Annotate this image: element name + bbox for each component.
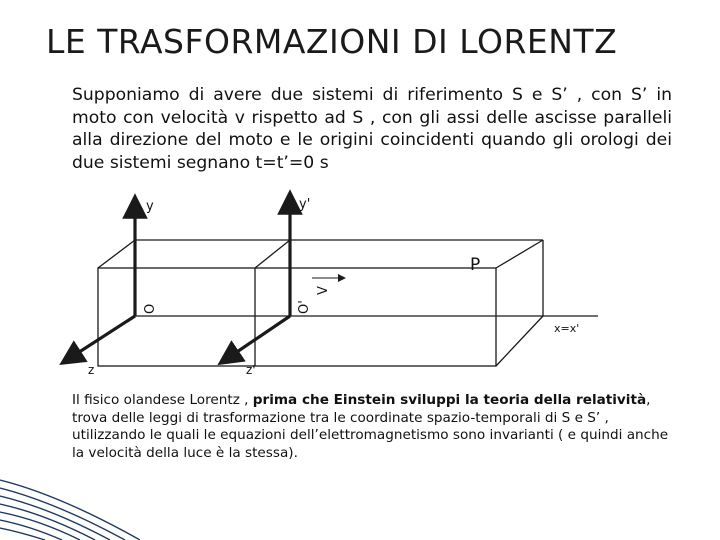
z-axis xyxy=(70,316,135,358)
label-o-prime: O' xyxy=(297,300,312,314)
intro-paragraph: Supponiamo di avere due sistemi di riferimento S e S’ , con S’ in moto con velocità v rispetto ad S , con gli assi delle ascisse paralleli alla direzione del moto e le origini coincidenti quando gli orologi dei due sistemi segnano t=t’=0 s xyxy=(72,85,672,173)
body-bold-phrase: prima che Einstein sviluppi la teoria della relatività xyxy=(252,392,647,408)
label-z-prime: z' xyxy=(246,363,256,377)
label-y-prime: y' xyxy=(299,197,311,212)
reference-frames-diagram xyxy=(50,188,610,384)
body-part-2: , trova delle leggi di trasformazione tra le coordinate spazio-temporali di S e S’ , utilizzando le quali le equazioni dell’elettromagnetismo sono invarianti ( e quindi anche la velocità della luce è la stessa). xyxy=(72,392,669,461)
box-right-bottom-edge xyxy=(496,316,543,366)
label-y: y xyxy=(146,199,154,214)
label-o: O xyxy=(143,303,158,314)
label-p: P xyxy=(470,255,481,275)
corner-decoration xyxy=(0,450,140,540)
frame-s-prime-top xyxy=(255,240,290,268)
box-right-top-edge xyxy=(496,240,543,268)
label-x: x=x' xyxy=(554,322,580,335)
label-z: z xyxy=(88,363,95,377)
body-part-1: Il fisico olandese Lorentz , xyxy=(72,392,253,408)
z-prime-axis xyxy=(228,316,290,358)
label-v: V xyxy=(316,286,331,295)
box-front-face xyxy=(98,268,496,366)
body-paragraph xyxy=(72,392,684,462)
box-left-top-edge xyxy=(98,240,135,268)
slide-title: LE TRASFORMAZIONI DI LORENTZ xyxy=(46,22,618,61)
